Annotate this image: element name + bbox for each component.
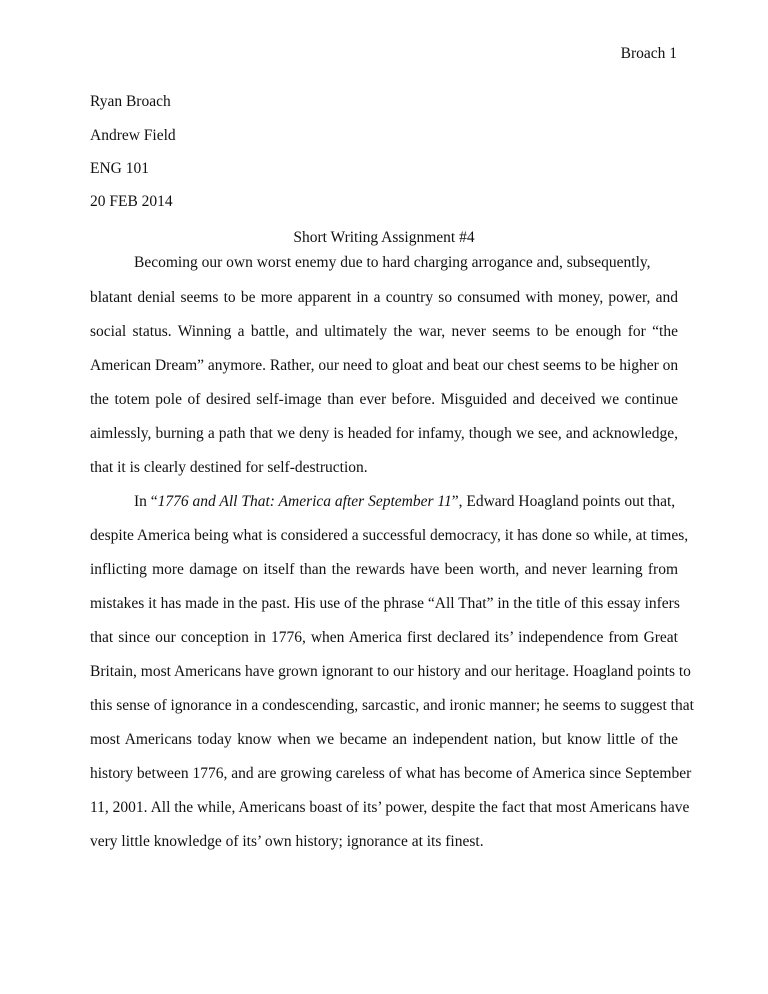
- paragraph-line: aimlessly, burning a path that we deny is headed for infamy, though we see, and acknowledge,: [90, 425, 678, 442]
- page-title: Short Writing Assignment #4: [293, 229, 475, 246]
- paragraph-line: American Dream” anymore. Rather, our need to gloat and beat our chest seems to be higher on: [90, 357, 679, 374]
- essay-title-italic: 1776 and All That: America after September 11: [157, 493, 452, 510]
- instructor-name: Andrew Field: [90, 127, 176, 144]
- paragraph-line: social status. Winning a battle, and ultimately the war, never seems to be enough for “the: [90, 323, 678, 340]
- paragraph-line: very little knowledge of its’ own history; ignorance at its finest.: [90, 833, 484, 850]
- student-name: Ryan Broach: [90, 93, 171, 110]
- paragraph-line: mistakes it has made in the past. His use of the phrase “All That” in the title of this essay infers: [90, 595, 680, 612]
- paragraph-line: the totem pole of desired self-image than ever before. Misguided and deceived we continue: [90, 391, 678, 408]
- paragraph-line: this sense of ignorance in a condescending, sarcastic, and ironic manner; he seems to suggest that: [90, 697, 694, 714]
- paragraph-line: despite America being what is considered a successful democracy, it has done so while, at times,: [90, 527, 689, 544]
- paragraph-line: that it is clearly destined for self-destruction.: [90, 459, 368, 476]
- paragraph-line: Becoming our own worst enemy due to hard charging arrogance and, subsequently,: [134, 254, 651, 271]
- course-name: ENG 101: [90, 160, 149, 177]
- paragraph-line: history between 1776, and are growing careless of what has become of America since September: [90, 765, 692, 782]
- paragraph-line: most Americans today know when we became an independent nation, but know little of the: [90, 731, 678, 748]
- text-run: In “: [134, 493, 158, 510]
- text-run: ”, Edward Hoagland points out that,: [451, 493, 676, 510]
- paragraph-line: 11, 2001. All the while, Americans boast of its’ power, despite the fact that most Americans have: [90, 799, 690, 816]
- paragraph-line: that since our conception in 1776, when America first declared its’ independence from Great: [90, 629, 678, 646]
- date: 20 FEB 2014: [90, 193, 173, 210]
- paragraph-line: blatant denial seems to be more apparent in a country so consumed with money, power, and: [90, 289, 678, 306]
- running-head: Broach 1: [620, 45, 677, 62]
- paragraph-first-line: [134, 492, 675, 512]
- paragraph-line: Britain, most Americans have grown ignorant to our history and our heritage. Hoagland points to: [90, 663, 691, 680]
- paragraph-line: inflicting more damage on itself than the rewards have been worth, and never learning from: [90, 561, 678, 578]
